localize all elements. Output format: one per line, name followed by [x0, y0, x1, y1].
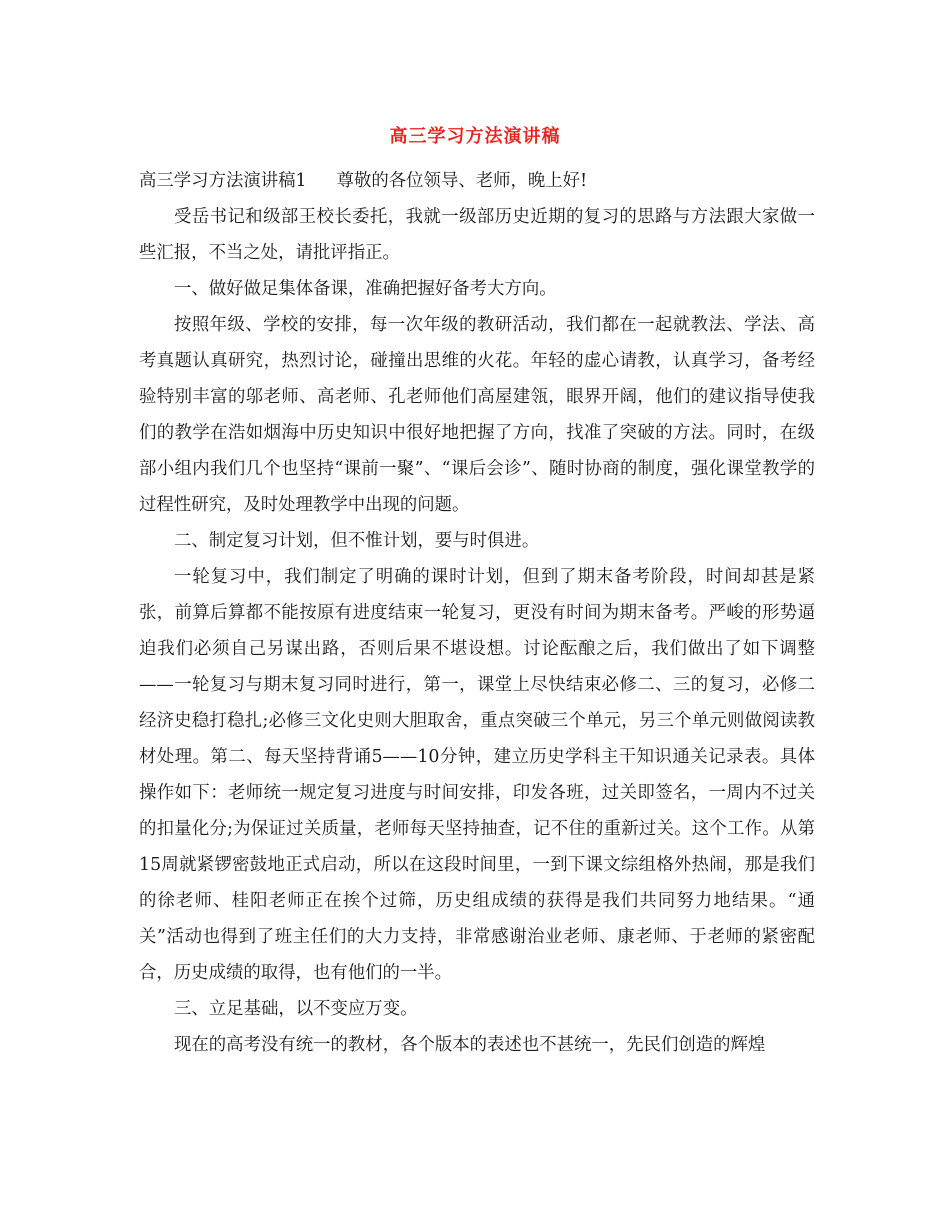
greeting: 尊敬的各位领导、老师，晚上好!	[336, 171, 588, 191]
paragraph: 受岳书记和级部王校长委托，我就一级部历史近期的复习的思路与方法跟大家做一些汇报，不当之处，请批评指正。	[139, 207, 815, 263]
first-line	[139, 163, 815, 199]
paragraph-heading: 三、立足基础，以不变应万变。	[174, 999, 418, 1019]
paragraph: 一轮复习中，我们制定了明确的课时计划，但到了期末备考阶段，时间却甚是紧张，前算后算都不能按原有进度结束一轮复习，更没有时间为期末备考。严峻的形势逼迫我们必须自己另谋出路，否则后果不堪设想。讨论酝酿之后，我们做出了如下调整——一轮复习与期末复习同时进行，第一，课堂上尽快结束必修二、三的复习，必修二经济史稳打稳扎;必修三文化史则大胆取舍，重点突破三个单元，另三个单元则做阅读教材处理。第二、每天坚持背诵5——10分钟，建立历史学科主干知识通关记录表。具体操作如下：老师统一规定复习进度与时间安排，印发各班，过关即签名，一周内不过关的扣量化分;为保证过关质量，老师每天坚持抽查，记不住的重新过关。这个工作。从第15周就紧锣密鼓地正式启动，所以在这段时间里，一到下课文综组格外热闹，那是我们的徐老师、桂阳老师正在挨个过筛，历史组成绩的获得是我们共同努力地结果。“通关”活动也得到了班主任们的大力支持，非常感谢治业老师、康老师、于老师的紧密配合，历史成绩的取得，也有他们的一半。	[139, 567, 815, 983]
paragraph-heading: 一、做好做足集体备课，准确把握好备考大方向。	[174, 279, 557, 299]
document-body	[139, 163, 815, 1063]
section-heading: 高三学习方法演讲稿1	[139, 171, 307, 191]
paragraph: 现在的高考没有统一的教材，各个版本的表述也不甚统一，先民们创造的辉煌	[174, 1035, 766, 1055]
paragraph-heading: 二、制定复习计划，但不惟计划，要与时俱进。	[174, 531, 540, 551]
document-title: 高三学习方法演讲稿	[389, 126, 561, 147]
paragraph: 按照年级、学校的安排，每一次年级的教研活动，我们都在一起就教法、学法、高考真题认真研究，热烈讨论，碰撞出思维的火花。年轻的虚心请教，认真学习，备考经验特别丰富的邬老师、高老师、孔老师他们高屋建瓴，眼界开阔，他们的建议指导使我们的教学在浩如烟海中历史知识中很好地把握了方向，找准了突破的方法。同时，在级部小组内我们几个也坚持“课前一聚”、“课后会诊”、随时协商的制度，强化课堂教学的过程性研究，及时处理教学中出现的问题。	[139, 315, 815, 515]
